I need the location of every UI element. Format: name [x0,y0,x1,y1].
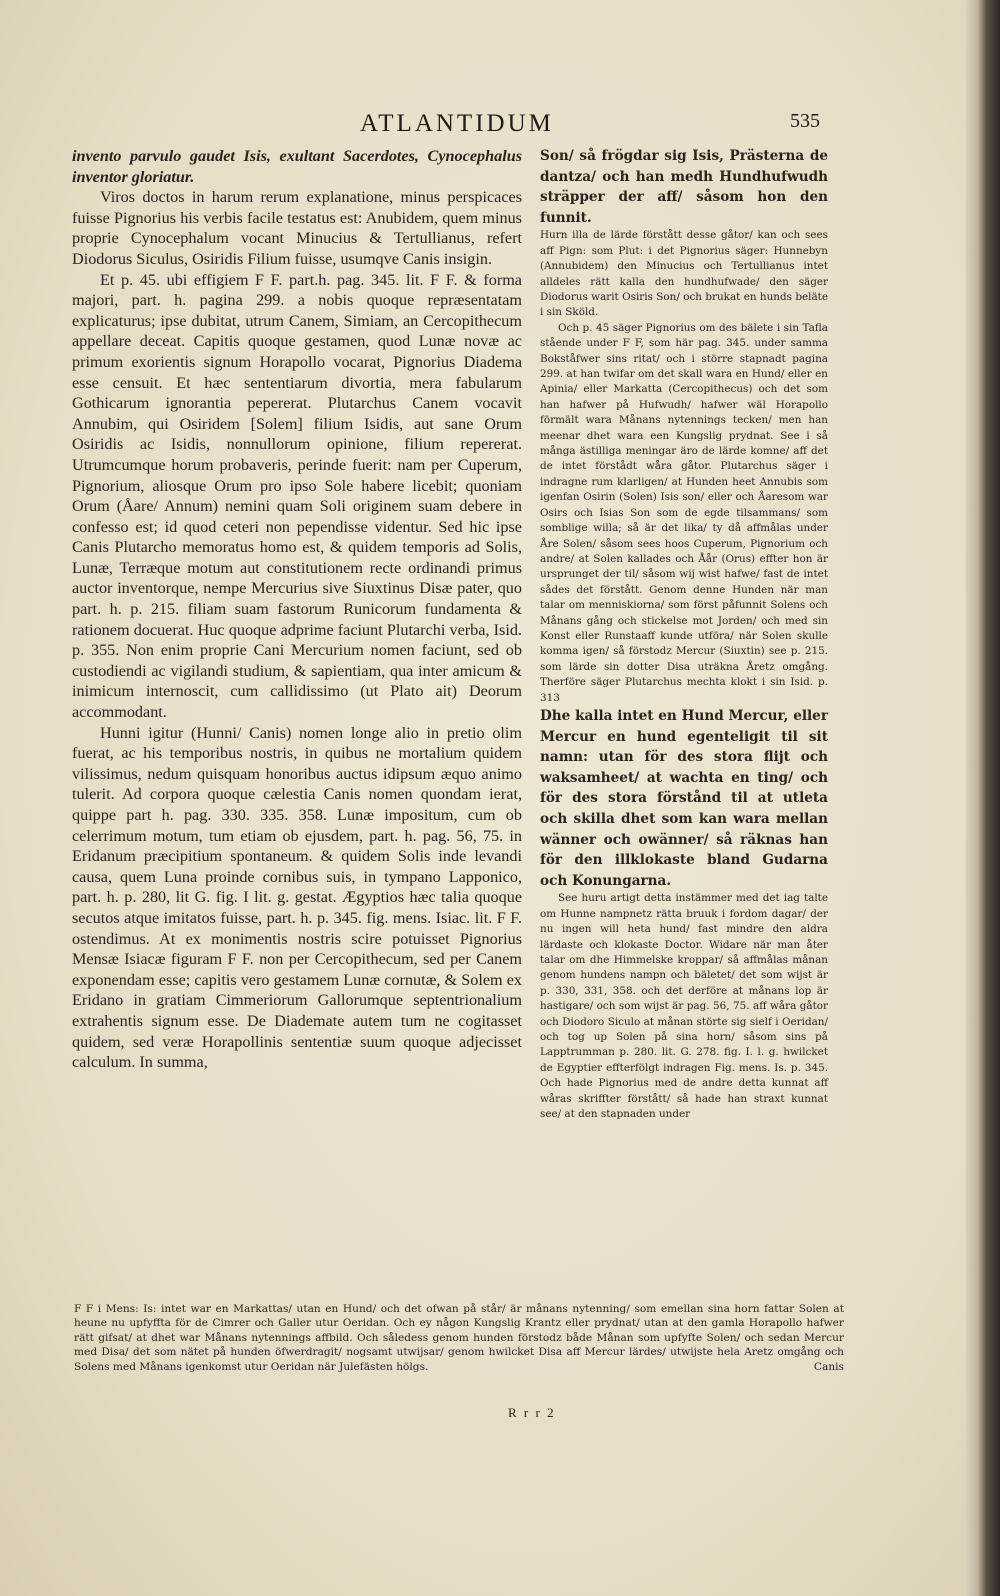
latin-column [72,146,522,1073]
page-title: ATLANTIDUM [360,110,554,137]
latin-paragraph-3: Et p. 45. ubi effigiem F F. part.h. pag. 345. lit. F F. & forma majori, part. h. pagina 299. a nobis quoque repræsentatam explicaturus; ipse dubitat, utrum Canem, Simiam, an Cercopithecum appellare deceat. Capitis quoque gestamen, quod Lunæ novæ ac primum exorientis signum Horapollo vocarat, Pignorius Diadema esse censuit. Et hæc sententiarum divortia, mera fabularum Gothicarum ignorantia pepererat. Plutarchus Canem vocavit Annubim, qui Osiridem [Solem] filium Isidis, aut sane Orum Osiridis ac Isidis, nonnullorum opinione, filium repererat. Utrumcumque horum probaveris, perinde fuerit: nam per Cuperum, Pignorium, aliosque Orum pro ipso Sole habere licebit; quoniam Orum (Åare/ Annum) nemini quam Soli originem suam debere in confesso est; id quod ceteri non pependisse videntur. Sed hic ipse Canis Plutarcho memoratus homo est, & quidem temporis ad Solis, Lunæ, Terræque motum aut constitutionem recte ordinandi primus auctor inventorque, nempe Mercurius sive Siuxtinus Disæ pater, quo part. h. p. 215. filiam suam fastorum Runicorum fundamenta & rationem docuerat. Huc quoque adprime faciunt Plutarchi verba, Isid. p. 355. Non enim proprie Cani Mercurium nomen faciunt, sed ob custodiendi ac vigilandi studium, & sapientiam, qua inter amicum & inimicum internoscit, cum callidissimo (ut Plato ait) Deorum accommodant. [72,270,522,722]
swedish-paragraph-2: Hurn illa de lärde förstått desse gåtor/ kan och sees aff Pign: som Plut: i det Pignorius säger: Hunnebyn (Annubidem) den Minucius och Tertullianus intet alldeles rätt kalla den hundhufwade/ den säger Diodorus warit Osiris Son/ och brukat en hunds beläte i sin Sköld. [540,229,828,319]
latin-paragraph-2: Viros doctos in harum rerum explanatione, minus perspicaces fuisse Pignorius his verbis facile testatus est: Anubidem, quem minus proprie Cynocephalum vocant Minucius & Tertullianus, refert Diodorus Siculus, Osiridis Filium fuisse, usumqve Canis insigin. [72,188,522,268]
running-header [360,110,820,140]
signature-mark: R r r 2 [508,1405,556,1420]
footnote: F F i Mens: Is: intet war en Markattas/ utan en Hund/ och det ofwan på står/ är månans nytenning/ som emellan sina horn fattar Solen at heune nu upfyffta för de Cimrer och Galler utur Oeridan. Och ey någon Kungslig Krantz eller prydnat/ utan at den gamla Horapollo hafwer rätt gifsat/ at dhet war Månans nytennings affbild. Och såledess genom hunden förstodz både Månan som upfyfte Solen/ och sedan Mercur med Disa/ det som nätet på hunden öfwerdragit/ nogsamt utwijsar/ genom hwilcket Disa aff Mercur lärdes/ utwijste hela Aretz omgång och Solens med Månans igenkomst utur Oeridan när Julefästen hölgs. Canis [74,1303,844,1373]
swedish-paragraph-5: See huru artigt detta instämmer med det iag talte om Hunne nampnetz rätta bruuk i fordom dagar/ der nu ingen will heta hund/ fast mindre den aldra lärdaste och klokaste Doctor. Widare när man åter talar om dhe Himmelske kroppar/ så affmålas månan genom hundens nampn och bäletet/ det som wijst är p. 330, 331, 358. och det derföre at månans lop är hastigare/ och som wijst är pag. 56, 75. aff wåra gåtor och Diodoro Siculo at månan störte sig sielf i Oeridan/ och tog up Solen på sina horn/ såsom sins på Lapptrumman p. 280. lit. G. 278. fig. I. l. g. hwilcket de Egyptier effterfölgt indragen Fig. mens. Is. p. 345. Och hade Pignorius med de andre detta kunnat aff wåras skriffter förstått/ så hade han straxt kunnat see/ at den stapnaden under [540,892,828,1120]
swedish-column [540,146,828,1122]
book-binding-edge [966,0,1000,1596]
latin-paragraph-4: Hunni igitur (Hunni/ Canis) nomen longe alio in pretio olim fuerat, ac his temporibus nostris, in quibus ne mortalium quidem vilissimus, nedum quisquam honoribus auctus idipsum æquo animo tulerit. Ad corpora quoque cælestia Canis nomen quondam ierat, quippe part h. pag. 330. 335. 358. Lunæ impositum, cum ob celerrimum motum, tum etiam ob ejusdem, part. h. pag. 56, 75. in Eridanum præcipitium spontaneum. & quidem Solis inde levandi causa, quem Luna proinde cornibus suis, in tympano Lapponico, part. h. p. 280, lit G. fig. I lit. g. gestat. Ægyptios hæc talia quoque secutos atque imitatos fuisse, part. h. p. 345. fig. mens. Isiac. lit. F F. ostendimus. At ex monimentis nostris scire potuisset Pignorius Mensæ Isiacæ figuram F F. non per Cercopithecum, sed per Canem exponendam esse; capitis vero gestamem Lunæ cornutæ, & Solem ex Eridano in gratiam Cimmeriorum Gallorumque septentrionalium extrahentis signum esse. De Diademate autem tum ne cogitasset quidem, sed veræ Horapollinis sententiæ suum quoque adjecisset calculum. In summa, [72,723,522,1072]
latin-paragraph-1: invento parvulo gaudet Isis, exultant Sacerdotes, Cynocephalus inventor gloriatur. [72,147,522,186]
swedish-paragraph-1: Son/ så frögdar sig Isis, Prästerna de dantza/ och han medh Hundhufwudh sträpper der aff/ såsom hon den funnit. [540,148,828,226]
page-number: 535 [790,110,820,132]
swedish-paragraph-4: Dhe kalla intet en Hund Mercur, eller Mercur en hund egenteligit til sit namn: utan för des stora flijt och waksamheet/ at wachta en ting/ och för des stora förstånd til at utleta och skilla dhet som kan wara mellan wänner och owänner/ så räknas han för den illklokaste bland Gudarna och Konungarna. [540,707,828,889]
catchword: Canis [813,1360,844,1373]
swedish-paragraph-3: Och p. 45 säger Pignorius om des bälete i sin Tafla stående under F F, som här pag. 345. under samma Bokståfwer sins ritat/ och i större stapnadt pagina 299. at han twifar om det skall wara en Hund/ eller en Apinia/ eller Markatta (Cercopithecus) och det som han hafwer på Hufwudh/ hafwer wäl Horapollo förmält wara Månans nytennings tecken/ men han meenar dhet wara een Kungslig prydnat. See i så många ästilliga meningar äro de lärde komne/ aff det de intet förstådt wåra gåtor. Plutarchus säger i indragne rum klarligen/ at Hunden heet Annubis som igenfan Osirin (Solen) Isis son/ eller och Åaresom war Osirs och Isias Son som de egde tilsammans/ som somblige willa; så är det lika/ ty då affmålas under Åre Solen/ såsom sees hoos Cuperum, Pignorium och andre/ at Solen kallades och Åår (Orus) effter hon är ursprunget der til/ såsom wij wist hafwe/ fast de intet sådes det förstått. Genom denne Hunden när man talar om menniskiorna/ som först påfunnit Solens och Månans gång och stickelse mot Jorden/ och med sin Konst eller Runstaaff kunde utföra/ när Solen skulle komma igen/ så förstodz Mercur (Siuxtin) see p. 215. som lärde sin dotter Disa uträkna Åretz omgång. Therföre säger Plutarchus mechta klokt i sin Isid. p. 313 [540,321,828,704]
